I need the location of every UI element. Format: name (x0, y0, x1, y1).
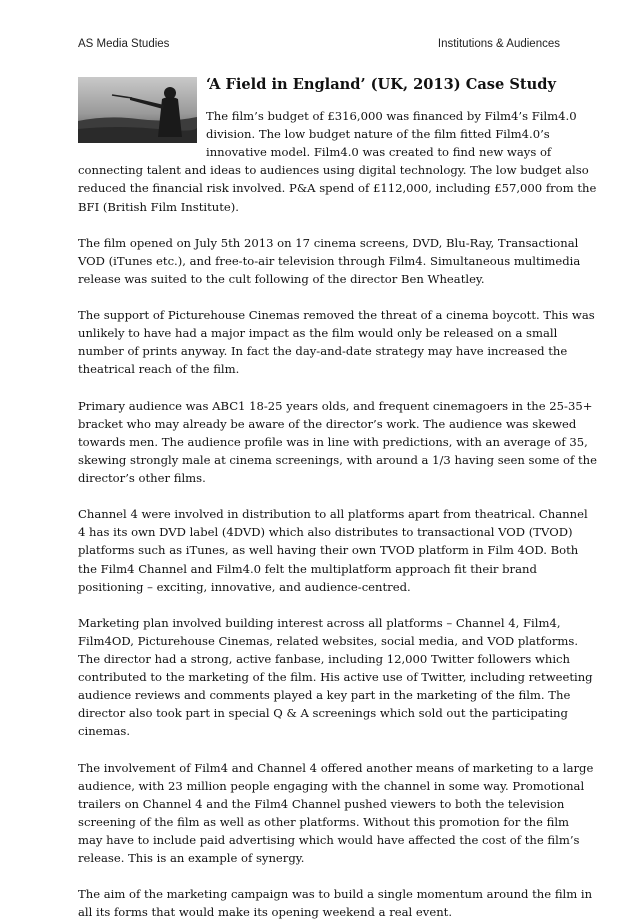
paragraph-line: skewing strongly male at cinema screenings, with around a 1/3 having seen some of the (78, 452, 597, 467)
intro-line: The film’s budget of £316,000 was financed by Film4’s Film4.0 (206, 109, 577, 123)
paragraph-line: Film4OD, Picturehouse Cinemas, related websites, social media, and VOD platforms. (78, 633, 579, 648)
paragraph-line: The aim of the marketing campaign was to build a single momentum around the film in (78, 887, 593, 902)
intro-line: reduced the financial risk involved. P&A spend of £112,000, including £57,000 from the (78, 181, 597, 196)
paragraph-line: contributed to the marketing of the film. His active use of Twitter, including retweeting (78, 670, 593, 685)
intro-line: connecting talent and ideas to audiences using digital technology. The low budget also (78, 163, 589, 178)
paragraph-line: director’s other films. (78, 471, 206, 485)
film-still-image (78, 77, 197, 143)
paragraph-line: audience reviews and comments played a key part in the marketing of the film. The (78, 688, 571, 703)
paragraph-line: the Film4 Channel and Film4.0 felt the multiplatform approach fit their brand (78, 561, 537, 576)
paragraph-line: all its forms that would make its opening weekend a real event. (78, 905, 453, 920)
paragraph-line: Marketing plan involved building interest across all platforms – Channel 4, Film4, (78, 615, 561, 630)
paragraph-line: VOD (iTunes etc.), and free-to-air television through Film4. Simultaneous multimedia (78, 253, 581, 268)
case-study-title: ‘A Field in England’ (UK, 2013) Case Study (206, 76, 556, 93)
paragraph-line: screening of the film as well as other platforms. Without this promotion for the film (78, 814, 570, 829)
paragraph-line: trailers on Channel 4 and the Film4 Channel pushed viewers to both the television (78, 796, 565, 811)
paragraph-line: The director had a strong, active fanbase, including 12,000 Twitter followers which (78, 652, 571, 666)
intro-line: division. The low budget nature of the film fitted Film4.0’s (206, 127, 550, 142)
paragraph-line: unlikely to have had a major impact as the film would only be released on a small (78, 326, 558, 341)
paragraph-line: release. This is an example of synergy. (78, 851, 305, 866)
header-topic: Institutions & Audiences (437, 38, 560, 50)
paragraph-line: may have to include paid advertising which would have affected the cost of the film’s (78, 833, 580, 847)
paragraph-line: Primary audience was ABC1 18-25 years olds, and frequent cinemagoers in the 25-35+ (78, 398, 593, 413)
paragraph-line: platforms such as iTunes, as well having their own TVOD platform in Film 4OD. Both (78, 543, 579, 558)
paragraph-line: release was suited to the cult following of the director Ben Wheatley. (78, 271, 485, 286)
paragraph-line: The film opened on July 5th 2013 on 17 cinema screens, DVD, Blu-Ray, Transactional (78, 235, 579, 250)
paragraph-line: Channel 4 were involved in distribution to all platforms apart from theatrical. Channel (78, 507, 588, 522)
intro-line: BFI (British Film Institute). (78, 199, 239, 214)
paragraph-line: audience, with 23 million people engaging with the channel in some way. Promotional (78, 778, 585, 793)
film-still-graphic (78, 77, 197, 143)
paragraph-line: bracket who may already be aware of the director’s work. The audience was skewed (78, 416, 577, 431)
paragraph-line: towards men. The audience profile was in line with predictions, with an average of 35, (78, 434, 588, 449)
paragraph-line: number of prints anyway. In fact the day-and-date strategy may have increased the (78, 344, 568, 359)
paragraph-line: positioning – exciting, innovative, and audience-centred. (78, 579, 411, 594)
paragraph-line: The support of Picturehouse Cinemas removed the threat of a cinema boycott. This was (78, 308, 595, 323)
paragraph-line: 4 has its own DVD label (4DVD) which also distributes to transactional VOD (TVOD) (78, 525, 573, 540)
paragraph-line: director also took part in special Q & A screenings which sold out the participating (78, 706, 568, 721)
header-course: AS Media Studies (78, 38, 170, 50)
paragraph-line: theatrical reach of the film. (78, 362, 240, 377)
paragraph-line: The involvement of Film4 and Channel 4 offered another means of marketing to a large (78, 760, 594, 775)
intro-line: innovative model. Film4.0 was created to find new ways of (206, 145, 552, 160)
paragraph-line: cinemas. (78, 724, 131, 739)
